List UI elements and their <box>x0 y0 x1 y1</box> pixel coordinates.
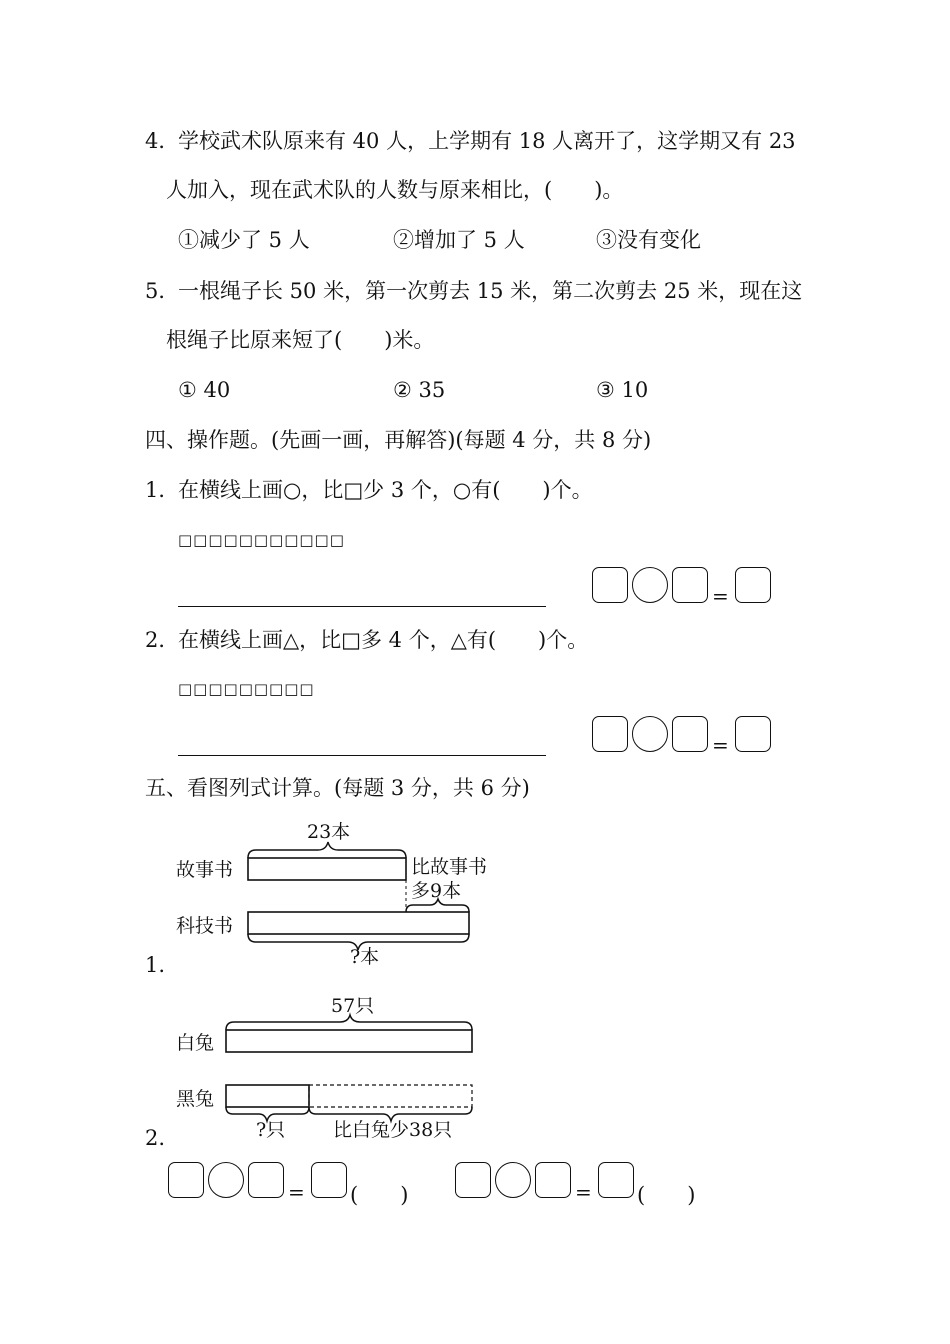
d1-row1-label: 故事书 <box>176 859 234 881</box>
s5-eq2-unit[interactable]: ( ) <box>637 1183 696 1207</box>
s5-eq1-operator-circle[interactable] <box>208 1162 244 1198</box>
s5-eq1-box-2[interactable] <box>248 1162 284 1198</box>
s4-q1-equals-sign: = <box>712 584 729 608</box>
s5-eq2-operator-circle[interactable] <box>495 1162 531 1198</box>
s5-eq2-result-box[interactable] <box>598 1162 634 1198</box>
s5-eq2-box-1[interactable] <box>455 1162 491 1198</box>
q5-text-line1: 一根绳子长 50 米，第一次剪去 15 米，第二次剪去 25 米，现在这 <box>178 279 803 303</box>
d1-bar-storybooks <box>248 858 406 880</box>
section5-heading: 五、看图列式计算。(每题 3 分，共 6 分) <box>145 776 530 800</box>
d2-row2-label: 黑兔 <box>176 1088 215 1110</box>
d1-bar-scibooks <box>248 912 469 934</box>
d2-top-label: 57只 <box>331 995 375 1017</box>
s4-q1-text: 在横线上画○，比□少 3 个，○有( )个。 <box>178 478 593 502</box>
d1-side-label-line2: 多9本 <box>411 880 462 902</box>
d2-bottom-right-label: 比白兔少38只 <box>333 1119 453 1141</box>
d2-bottom-left-label: ?只 <box>256 1119 286 1141</box>
s5-eq1-box-1[interactable] <box>168 1162 204 1198</box>
d2-row1-label: 白兔 <box>176 1032 215 1054</box>
q4-text-line2: 人加入，现在武术队的人数与原来相比，( )。 <box>166 178 624 202</box>
q4-option-3[interactable]: ③没有变化 <box>596 228 701 252</box>
q5-text-line2: 根绳子比原来短了( )米。 <box>166 328 435 352</box>
s5-eq2-equals-sign: = <box>575 1180 592 1204</box>
q5-number: 5． <box>145 279 180 303</box>
d2-bar-white-rabbits <box>226 1030 472 1052</box>
d2-bar-black-rabbits <box>226 1085 309 1107</box>
q4-option-2[interactable]: ②增加了 5 人 <box>393 228 525 252</box>
section4-heading: 四、操作题。(先画一画，再解答)(每题 4 分，共 8 分) <box>145 428 652 452</box>
s4-q1-squares: □□□□□□□□□□□ <box>178 531 345 549</box>
s4-q2-equals-sign: = <box>712 733 729 757</box>
d2-top-brace <box>226 1015 472 1030</box>
s5-eq1-result-box[interactable] <box>311 1162 347 1198</box>
s4-q2-text: 在横线上画△，比□多 4 个，△有( )个。 <box>178 628 589 652</box>
d2-dashed-bar <box>309 1085 472 1107</box>
q5-option-1[interactable]: ① 40 <box>178 378 231 402</box>
s4-q2-number: 2． <box>145 628 180 652</box>
q4-option-1[interactable]: ①减少了 5 人 <box>178 228 310 252</box>
q5-option-2[interactable]: ② 35 <box>393 378 446 402</box>
s5-eq2-box-2[interactable] <box>535 1162 571 1198</box>
s4-q2-squares: □□□□□□□□□ <box>178 680 315 698</box>
s5-eq1-unit[interactable]: ( ) <box>350 1183 409 1207</box>
s5-eq1-equals-sign: = <box>288 1180 305 1204</box>
d1-side-label-line1: 比故事书 <box>411 856 488 878</box>
q4-text-line1: 学校武术队原来有 40 人，上学期有 18 人离开了，这学期又有 23 <box>178 129 796 153</box>
q5-option-3[interactable]: ③ 10 <box>596 378 649 402</box>
d1-top-label: 23本 <box>307 821 351 843</box>
d1-row2-label: 科技书 <box>176 915 234 937</box>
s4-q1-number: 1． <box>145 478 180 502</box>
s5-d1-number: 1. <box>145 953 166 977</box>
s5-d2-number: 2. <box>145 1126 166 1150</box>
d1-bottom-label: ?本 <box>350 946 380 968</box>
q4-number: 4． <box>145 129 180 153</box>
d1-top-brace <box>248 842 406 858</box>
